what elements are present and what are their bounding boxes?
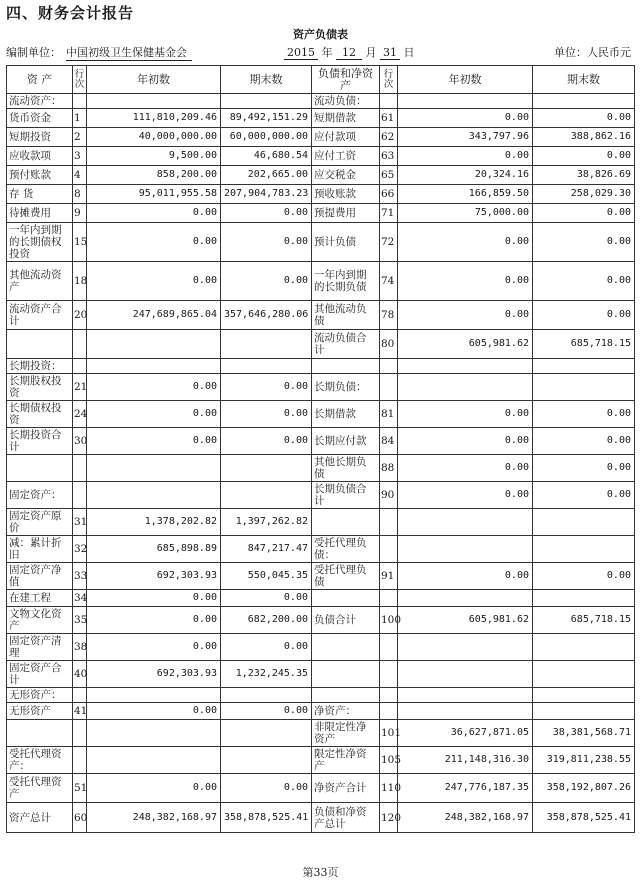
asset-begin-amount: 0.00 [87,204,221,223]
liability-line-no: 91 [380,563,398,590]
liability-item-name: 限定性净资产 [312,747,380,774]
table-row [7,688,635,703]
liability-begin-amount: 247,776,187.35 [398,774,533,803]
asset-begin-amount: 40,000,000.00 [87,128,221,147]
table-row [7,301,635,330]
asset-line-no: 38 [73,634,87,661]
header-end-amount: 期末数 [221,66,312,94]
report-month: 12 [336,46,362,60]
asset-end-amount: 0.00 [221,223,312,262]
liability-end-amount: 685,718.15 [533,330,635,359]
asset-begin-amount: 0.00 [87,590,221,607]
asset-line-no [73,482,87,509]
asset-begin-amount: 95,011,955.58 [87,185,221,204]
asset-begin-amount: 0.00 [87,428,221,455]
asset-begin-amount: 685,898.89 [87,536,221,563]
liability-item-name [312,661,380,688]
asset-end-amount: 682,200.00 [221,607,312,634]
asset-line-no: 15 [73,223,87,262]
asset-begin-amount: 9,500.00 [87,147,221,166]
liability-item-name [312,359,380,374]
liability-line-no [380,94,398,109]
table-header-row [7,66,635,94]
liability-end-amount: 0.00 [533,204,635,223]
table-row [7,607,635,634]
asset-end-amount [221,688,312,703]
asset-begin-amount: 692,303.93 [87,563,221,590]
header-liabilities: 负债和净资产 [312,66,380,94]
table-row [7,634,635,661]
liability-begin-amount [398,374,533,401]
asset-line-no [73,94,87,109]
asset-begin-amount: 0.00 [87,703,221,720]
liability-item-name [312,634,380,661]
liability-item-name [312,590,380,607]
asset-line-no: 60 [73,803,87,833]
liability-item-name [312,688,380,703]
asset-end-amount: 0.00 [221,204,312,223]
asset-item-name: 固定资产清理 [7,634,73,661]
asset-line-no: 2 [73,128,87,147]
asset-line-no [73,359,87,374]
asset-line-no: 21 [73,374,87,401]
asset-begin-amount: 858,200.00 [87,166,221,185]
asset-end-amount: 357,646,280.06 [221,301,312,330]
asset-end-amount: 60,000,000.00 [221,128,312,147]
table-row [7,109,635,128]
liability-line-no: 62 [380,128,398,147]
asset-line-no: 18 [73,262,87,301]
asset-end-amount [221,330,312,359]
liability-line-no [380,688,398,703]
reporting-unit-value: 中国初级卫生保健基金会 [66,44,192,61]
liability-line-no: 63 [380,147,398,166]
liability-begin-amount: 20,324.16 [398,166,533,185]
table-row [7,401,635,428]
liability-item-name: 预计负债 [312,223,380,262]
liability-end-amount: 0.00 [533,223,635,262]
table-row [7,428,635,455]
asset-item-name: 短期投资 [7,128,73,147]
liability-item-name: 预提费用 [312,204,380,223]
asset-begin-amount [87,330,221,359]
liability-end-amount: 0.00 [533,563,635,590]
asset-end-amount: 0.00 [221,428,312,455]
page-number: 第33页 [302,866,339,879]
asset-line-no [73,747,87,774]
asset-end-amount: 847,217.47 [221,536,312,563]
asset-item-name: 无形资产 [7,703,73,720]
liability-item-name: 净资产： [312,703,380,720]
liability-end-amount: 258,029.30 [533,185,635,204]
asset-begin-amount [87,359,221,374]
liability-end-amount: 685,718.15 [533,607,635,634]
liability-line-no [380,359,398,374]
table-row [7,94,635,109]
liability-item-name: 预收账款 [312,185,380,204]
liability-item-name: 负债合计 [312,607,380,634]
asset-begin-amount: 247,689,865.04 [87,301,221,330]
header-assets: 资 产 [7,66,73,94]
asset-line-no: 51 [73,774,87,803]
liability-end-amount: 0.00 [533,401,635,428]
liability-end-amount [533,634,635,661]
liability-line-no [380,536,398,563]
liability-begin-amount: 0.00 [398,147,533,166]
asset-line-no: 33 [73,563,87,590]
asset-item-name: 货币资金 [7,109,73,128]
asset-item-name: 长期投资： [7,359,73,374]
liability-line-no: 105 [380,747,398,774]
liability-item-name: 长期借款 [312,401,380,428]
asset-item-name: 固定资产净值 [7,563,73,590]
liability-begin-amount: 166,859.50 [398,185,533,204]
currency-unit: 单位：人民币元 [554,46,631,59]
liability-item-name: 流动负债合计 [312,330,380,359]
liability-item-name: 净资产合计 [312,774,380,803]
asset-item-name: 流动资产： [7,94,73,109]
table-row [7,128,635,147]
asset-end-amount [221,359,312,374]
liability-begin-amount: 605,981.62 [398,330,533,359]
liability-line-no: 88 [380,455,398,482]
table-row [7,204,635,223]
liability-item-name: 受托代理负债： [312,536,380,563]
liability-line-no [380,374,398,401]
day-label: 日 [403,46,415,59]
liability-line-no: 110 [380,774,398,803]
asset-line-no: 34 [73,590,87,607]
liability-begin-amount [398,634,533,661]
liability-begin-amount: 0.00 [398,109,533,128]
table-row [7,262,635,301]
liability-end-amount: 358,878,525.41 [533,803,635,833]
report-day: 31 [380,46,400,60]
asset-begin-amount: 692,303.93 [87,661,221,688]
table-row [7,703,635,720]
liability-line-no: 81 [380,401,398,428]
balance-sheet-body [7,66,635,833]
liability-end-amount [533,509,635,536]
report-year: 2015 [284,46,318,60]
table-row [7,359,635,374]
table-row [7,563,635,590]
asset-begin-amount: 1,378,202.82 [87,509,221,536]
liability-begin-amount [398,359,533,374]
table-row [7,774,635,803]
table-row [7,330,635,359]
liability-item-name: 长期负债： [312,374,380,401]
liability-line-no: 80 [380,330,398,359]
asset-begin-amount [87,720,221,747]
liability-end-amount: 319,811,238.55 [533,747,635,774]
asset-line-no [73,688,87,703]
liability-begin-amount: 0.00 [398,563,533,590]
liability-line-no: 71 [380,204,398,223]
asset-line-no: 30 [73,428,87,455]
liability-line-no [380,634,398,661]
liability-line-no: 100 [380,607,398,634]
year-label: 年 [321,46,333,59]
asset-item-name: 长期债权投资 [7,401,73,428]
liability-begin-amount: 248,382,168.97 [398,803,533,833]
liability-begin-amount: 343,797.96 [398,128,533,147]
asset-end-amount [221,482,312,509]
liability-line-no: 78 [380,301,398,330]
asset-item-name: 流动资产合计 [7,301,73,330]
asset-end-amount: 0.00 [221,401,312,428]
asset-line-no [73,455,87,482]
asset-line-no: 4 [73,166,87,185]
document-title: 资产负债表 [293,28,348,41]
asset-end-amount: 89,492,151.29 [221,109,312,128]
asset-item-name [7,720,73,747]
asset-item-name [7,455,73,482]
liability-item-name: 长期负债合计 [312,482,380,509]
liability-line-no: 120 [380,803,398,833]
liability-end-amount [533,374,635,401]
asset-begin-amount [87,688,221,703]
liability-begin-amount: 36,627,871.05 [398,720,533,747]
liability-item-name: 非限定性净资产 [312,720,380,747]
asset-line-no: 9 [73,204,87,223]
section-title: 四、财务会计报告 [6,4,135,22]
asset-item-name: 长期股权投资 [7,374,73,401]
asset-end-amount [221,747,312,774]
asset-end-amount: 358,878,525.41 [221,803,312,833]
asset-item-name: 固定资产： [7,482,73,509]
asset-begin-amount: 0.00 [87,634,221,661]
asset-item-name: 应收款项 [7,147,73,166]
asset-item-name: 受托代理资产： [7,747,73,774]
table-row [7,455,635,482]
liability-line-no [380,509,398,536]
asset-line-no: 24 [73,401,87,428]
liability-begin-amount: 75,000.00 [398,204,533,223]
asset-end-amount: 0.00 [221,774,312,803]
asset-item-name: 固定资产合计 [7,661,73,688]
asset-begin-amount [87,455,221,482]
asset-begin-amount: 0.00 [87,774,221,803]
asset-line-no: 32 [73,536,87,563]
liability-begin-amount: 0.00 [398,223,533,262]
liability-line-no [380,590,398,607]
asset-end-amount [221,455,312,482]
asset-end-amount: 0.00 [221,703,312,720]
table-row [7,185,635,204]
liability-end-amount: 358,192,807.26 [533,774,635,803]
liability-end-amount: 0.00 [533,428,635,455]
liability-begin-amount: 0.00 [398,262,533,301]
table-row [7,223,635,262]
table-row [7,374,635,401]
table-row [7,661,635,688]
liability-begin-amount: 0.00 [398,401,533,428]
asset-line-no: 41 [73,703,87,720]
liability-begin-amount [398,590,533,607]
liability-begin-amount [398,94,533,109]
liability-end-amount: 0.00 [533,482,635,509]
asset-end-amount [221,94,312,109]
asset-end-amount [221,720,312,747]
asset-begin-amount [87,482,221,509]
asset-line-no: 35 [73,607,87,634]
liability-item-name: 应付款项 [312,128,380,147]
table-row [7,590,635,607]
table-row [7,720,635,747]
asset-line-no: 1 [73,109,87,128]
asset-line-no: 3 [73,147,87,166]
asset-end-amount: 550,045.35 [221,563,312,590]
asset-item-name: 受托代理资产 [7,774,73,803]
liability-item-name: 受托代理负债 [312,563,380,590]
asset-end-amount: 0.00 [221,374,312,401]
asset-begin-amount [87,94,221,109]
table-row [7,536,635,563]
header-line-no: 行次 [73,66,87,94]
asset-line-no: 20 [73,301,87,330]
asset-begin-amount: 0.00 [87,374,221,401]
liability-end-amount: 38,381,568.71 [533,720,635,747]
liability-end-amount [533,590,635,607]
asset-end-amount: 1,397,262.82 [221,509,312,536]
liability-end-amount: 0.00 [533,147,635,166]
asset-begin-amount: 248,382,168.97 [87,803,221,833]
liability-line-no: 66 [380,185,398,204]
asset-begin-amount: 0.00 [87,262,221,301]
asset-item-name: 其他流动资产 [7,262,73,301]
asset-line-no [73,330,87,359]
table-row [7,803,635,833]
liability-begin-amount: 605,981.62 [398,607,533,634]
liability-end-amount [533,661,635,688]
table-row [7,482,635,509]
asset-begin-amount: 0.00 [87,401,221,428]
liability-item-name: 其他流动负债 [312,301,380,330]
header-end-amount-2: 期末数 [533,66,635,94]
asset-line-no: 8 [73,185,87,204]
liability-begin-amount: 211,148,316.30 [398,747,533,774]
asset-end-amount: 0.00 [221,590,312,607]
asset-begin-amount: 0.00 [87,223,221,262]
liability-begin-amount [398,661,533,688]
liability-line-no: 90 [380,482,398,509]
liability-item-name: 长期应付款 [312,428,380,455]
balance-sheet-table [6,65,635,833]
liability-end-amount [533,94,635,109]
asset-item-name: 无形资产： [7,688,73,703]
asset-line-no [73,720,87,747]
asset-item-name: 固定资产原价 [7,509,73,536]
liability-item-name: 负债和净资产总计 [312,803,380,833]
asset-end-amount: 0.00 [221,634,312,661]
liability-line-no: 101 [380,720,398,747]
liability-begin-amount: 0.00 [398,455,533,482]
asset-item-name: 文物文化资产 [7,607,73,634]
liability-line-no: 74 [380,262,398,301]
asset-end-amount: 46,680.54 [221,147,312,166]
liability-end-amount: 0.00 [533,301,635,330]
liability-item-name: 流动负债： [312,94,380,109]
liability-end-amount [533,359,635,374]
liability-line-no: 72 [380,223,398,262]
asset-item-name: 一年内到期的长期债权投资 [7,223,73,262]
asset-item-name: 预付账款 [7,166,73,185]
table-row [7,147,635,166]
liability-line-no: 84 [380,428,398,455]
liability-begin-amount [398,688,533,703]
liability-item-name: 一年内到期的长期负债 [312,262,380,301]
liability-item-name: 其他长期负债 [312,455,380,482]
liability-item-name: 短期借款 [312,109,380,128]
liability-line-no: 61 [380,109,398,128]
table-row [7,166,635,185]
asset-end-amount: 0.00 [221,262,312,301]
asset-end-amount: 207,904,783.23 [221,185,312,204]
asset-end-amount: 202,665.00 [221,166,312,185]
liability-line-no: 65 [380,166,398,185]
liability-end-amount: 0.00 [533,109,635,128]
asset-item-name: 资产总计 [7,803,73,833]
asset-item-name: 减：累计折旧 [7,536,73,563]
asset-item-name: 待摊费用 [7,204,73,223]
liability-line-no [380,703,398,720]
liability-begin-amount [398,509,533,536]
liability-item-name: 应付工资 [312,147,380,166]
report-date [284,44,415,60]
asset-item-name: 在建工程 [7,590,73,607]
liability-begin-amount [398,536,533,563]
asset-begin-amount [87,747,221,774]
asset-item-name: 存 货 [7,185,73,204]
liability-line-no [380,661,398,688]
liability-end-amount: 0.00 [533,262,635,301]
header-begin-amount: 年初数 [87,66,221,94]
header-begin-amount-2: 年初数 [398,66,533,94]
asset-line-no: 31 [73,509,87,536]
table-row [7,509,635,536]
liability-end-amount: 0.00 [533,455,635,482]
liability-begin-amount: 0.00 [398,301,533,330]
liability-end-amount: 38,826.69 [533,166,635,185]
liability-end-amount [533,688,635,703]
liability-begin-amount: 0.00 [398,428,533,455]
liability-begin-amount [398,703,533,720]
reporting-unit-label: 编制单位： [6,46,61,59]
asset-begin-amount: 111,810,209.46 [87,109,221,128]
liability-end-amount [533,536,635,563]
asset-end-amount: 1,232,245.35 [221,661,312,688]
asset-begin-amount: 0.00 [87,607,221,634]
liability-item-name: 应交税金 [312,166,380,185]
header-line-no-2: 行次 [380,66,398,94]
table-row [7,747,635,774]
month-label: 月 [365,46,377,59]
liability-item-name [312,509,380,536]
asset-item-name: 长期投资合计 [7,428,73,455]
liability-end-amount: 388,862.16 [533,128,635,147]
liability-end-amount [533,703,635,720]
liability-begin-amount: 0.00 [398,482,533,509]
asset-item-name [7,330,73,359]
asset-line-no: 40 [73,661,87,688]
